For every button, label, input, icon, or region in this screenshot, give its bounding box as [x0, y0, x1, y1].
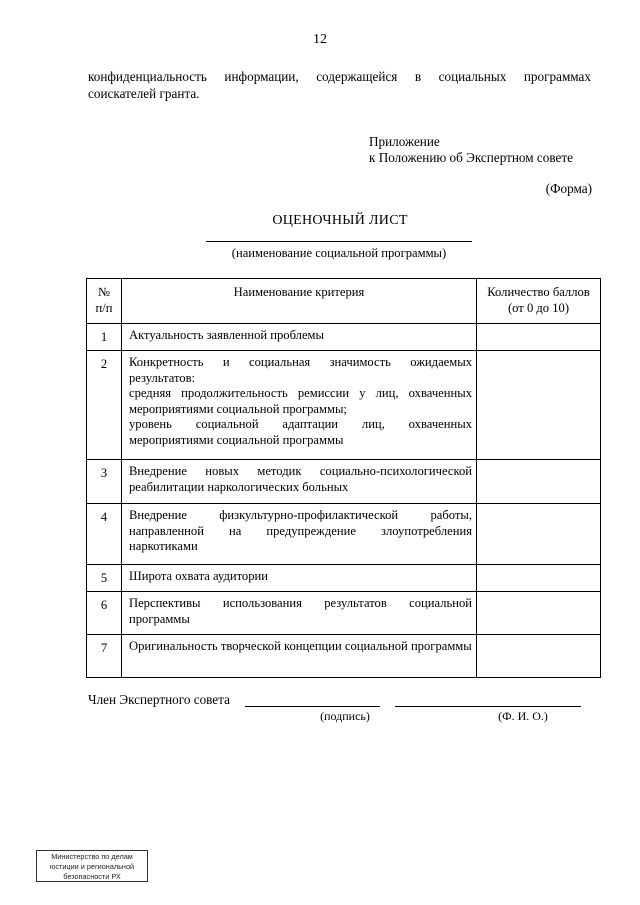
table-row	[87, 504, 601, 565]
row-criterion: Внедрение новых методик социально-психологической реабилитации наркологических больных	[122, 460, 477, 504]
annex-line-2: к Положению об Экспертном совете	[369, 150, 573, 165]
header-number-line-2: п/п	[95, 300, 113, 315]
annex-block	[369, 134, 573, 166]
table-row	[87, 460, 601, 504]
signature-label: Член Экспертного совета	[88, 692, 230, 707]
program-name-line	[206, 241, 472, 242]
stamp-line-3: безопасности РХ	[63, 871, 121, 881]
row-score-cell[interactable]	[477, 635, 601, 678]
row-criterion	[122, 351, 477, 460]
row-score-cell[interactable]	[477, 351, 601, 460]
table-row	[87, 635, 601, 678]
row-number: 6	[87, 592, 122, 635]
row-score-cell[interactable]	[477, 565, 601, 592]
row-number: 1	[87, 324, 122, 351]
program-name-caption: (наименование социальной программы)	[231, 246, 447, 260]
row-number: 5	[87, 565, 122, 592]
table-header-row	[87, 279, 601, 324]
signature-line[interactable]	[245, 706, 380, 707]
header-score-line-1: Количество баллов	[487, 285, 590, 299]
row-number: 3	[87, 460, 122, 504]
row-criterion-part-1: Конкретность и социальная значимость ожидаемых результатов:	[129, 355, 472, 385]
row-score-cell[interactable]	[477, 592, 601, 635]
full-name-caption: (Ф. И. О.)	[498, 709, 548, 723]
full-name-line[interactable]	[395, 706, 581, 707]
row-criterion-part-3: уровень социальной адаптации лиц, охваченных мероприятиями социальной программы	[129, 417, 472, 447]
row-score-cell[interactable]	[477, 460, 601, 504]
ministry-stamp	[36, 850, 148, 882]
table-row	[87, 351, 601, 460]
continuation-paragraph: конфиденциальность информации, содержащейся в социальных программах соискателей гранта.	[88, 69, 591, 101]
criteria-table	[86, 278, 601, 678]
row-criterion: Внедрение физкультурно-профилактической работы, направленной на предупреждение злоупотребления наркотиками	[122, 504, 477, 565]
header-criterion: Наименование критерия	[122, 279, 477, 324]
row-number: 7	[87, 635, 122, 678]
header-number-line-1: №	[97, 285, 111, 299]
stamp-line-2: юстиции и региональной	[49, 861, 135, 871]
signature-caption: (подпись)	[320, 709, 370, 723]
row-number: 2	[87, 351, 122, 460]
row-criterion: Оригинальность творческой концепции социальной программы	[122, 635, 477, 678]
header-score	[477, 279, 601, 324]
page-number: 12	[313, 32, 327, 47]
row-criterion-part-2: средняя продолжительность ремиссии у лиц, охваченных мероприятиями социальной программы;	[129, 386, 472, 416]
document-title: ОЦЕНОЧНЫЙ ЛИСТ	[272, 213, 408, 228]
table-row	[87, 324, 601, 351]
stamp-line-1: Министерство по делам	[51, 852, 133, 861]
header-score-line-2: (от 0 до 10)	[507, 300, 570, 315]
row-score-cell[interactable]	[477, 504, 601, 565]
table-row	[87, 592, 601, 635]
table-row	[87, 565, 601, 592]
row-criterion: Актуальность заявленной проблемы	[122, 324, 477, 351]
row-criterion: Перспективы использования результатов социальной программы	[122, 592, 477, 635]
form-label: (Форма)	[545, 181, 592, 196]
row-criterion: Широта охвата аудитории	[122, 565, 477, 592]
row-score-cell[interactable]	[477, 324, 601, 351]
row-number: 4	[87, 504, 122, 565]
header-number	[87, 279, 122, 324]
annex-line-1: Приложение	[369, 134, 440, 149]
